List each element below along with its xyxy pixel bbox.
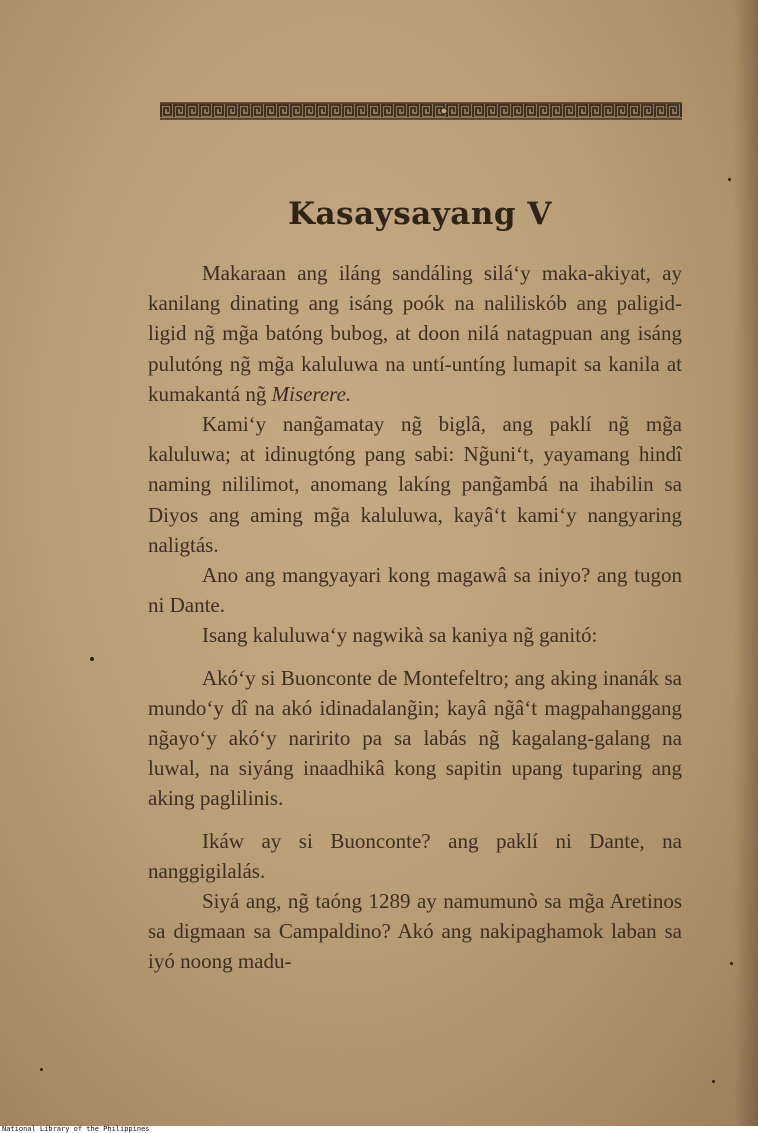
hymn-title: Miserere. xyxy=(271,381,352,406)
ink-speck xyxy=(40,1068,43,1071)
paragraph: Kami‘y nang̃amatay ng̃ biglâ, ang paklí ng̃ mg̃a kaluluwa; at idinugtóng pang sabi: Ng̃uni‘t, yayamang hindî naming nililimot, anomang lakíng pang̃ambá na ihabilin sa Diyos ang aming mg̃a kaluluwa, kayâ‘t kami‘y nangyaring naligtás. xyxy=(148,412,682,557)
ink-speck xyxy=(730,962,733,965)
greek-key-ornament xyxy=(160,100,682,122)
paragraph: Akó‘y si Buonconte de Montefeltro; ang aking inanák sa mundo‘y dî na akó idinadalang̃in; kayâ ng̃â‘t magpahanggang ng̃ayo‘y akó‘y naririto pa sa labás ng̃ kagalang-galang na luwal, na siyáng inaadhikâ kong sapitin upang tuparing ang aking paglilinis. xyxy=(148,665,682,811)
paragraph: Isang kaluluwa‘y nagwikà sa kaniya ng̃ ganitó: xyxy=(202,623,598,648)
paragraph: Siyá ang, ng̃ taóng 1289 ay namumunò sa mg̃a Aretinos sa digmaan sa Campaldino? Akó ang nakipaghamok laban sa iyó noong madu- xyxy=(148,889,682,974)
paragraph xyxy=(148,258,682,409)
chapter-body xyxy=(148,258,682,977)
paragraph: Ano ang mangyayari kong magawâ sa iniyo? ang tugon ni Dante. xyxy=(148,563,682,618)
paragraph: Ikáw ay si Buonconte? ang paklí ni Dante, na nanggigilalás. xyxy=(148,828,682,883)
paragraph-text: Makaraan ang iláng sandáling silá‘y maka-akiyat, ay kanilang dinating ang isáng poók na naliliskób ang paligid-ligid ng̃ mg̃a batóng bubog, at doon nilá natagpuan ang isáng pulutóng ng̃ mg̃a kaluluwa na untí-untíng lumapit sa kanila at kumakantá ng̃ xyxy=(148,261,682,406)
chapter-title: Kasaysayang V xyxy=(288,196,552,232)
ink-speck xyxy=(728,178,731,181)
page-edge-shadow xyxy=(734,0,758,1126)
ink-speck xyxy=(712,1080,715,1083)
ink-speck xyxy=(90,657,94,661)
library-credit: National Library of the Philippines xyxy=(2,1125,150,1133)
